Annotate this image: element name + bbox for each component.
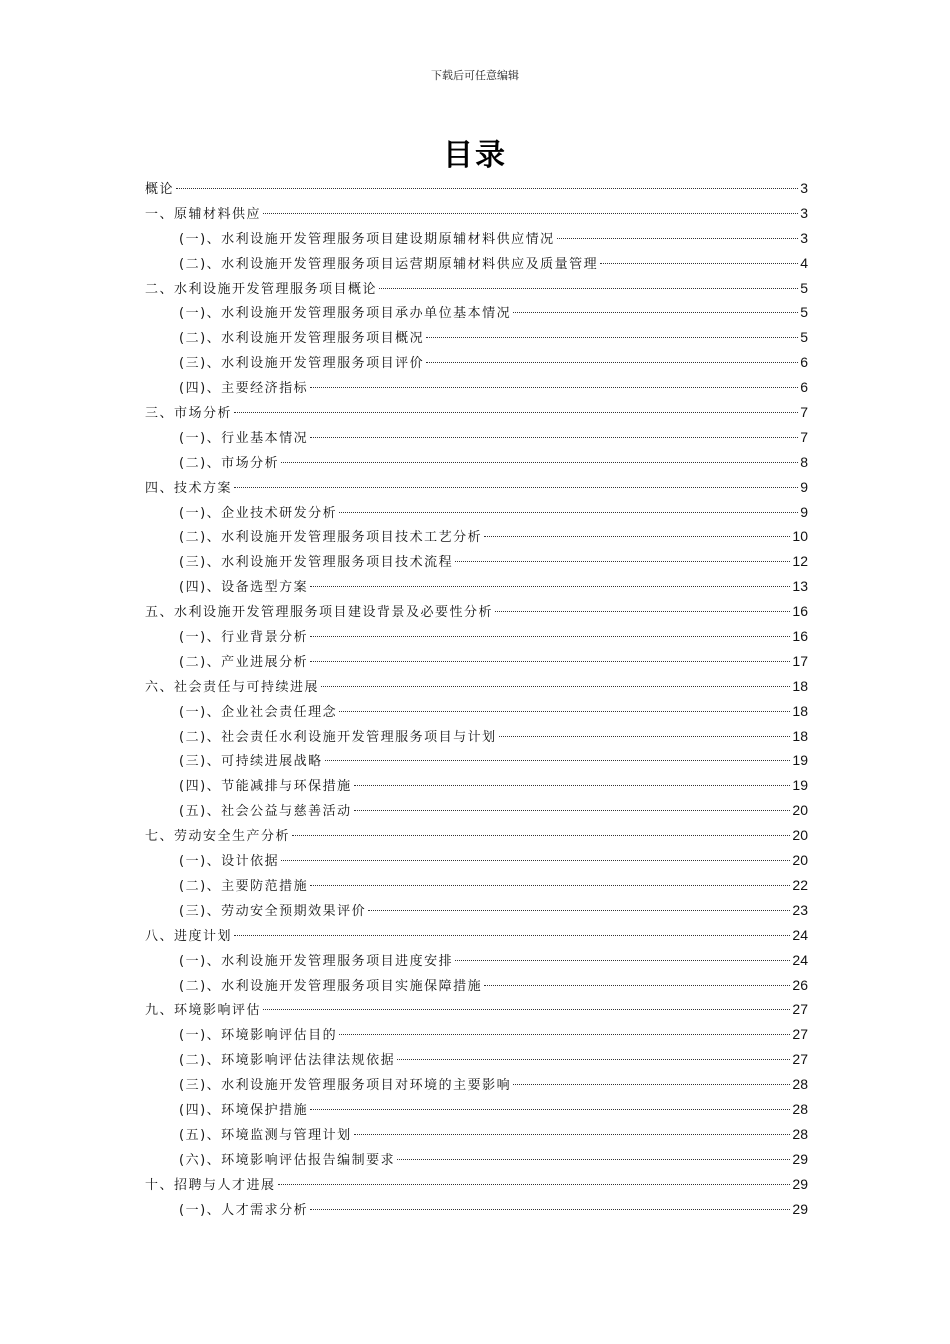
toc-entry-page-number: 26	[792, 976, 808, 993]
dot-leader	[557, 238, 799, 239]
toc-entry-title: (二)、环境影响评估法律法规依据	[179, 1053, 396, 1069]
toc-section-entry[interactable]	[145, 748, 808, 773]
toc-entry-title: (二)、主要防范措施	[179, 878, 309, 894]
dot-leader	[455, 561, 790, 562]
toc-entry-title: (一)、人才需求分析	[179, 1202, 309, 1218]
toc-chapter-entry[interactable]	[145, 823, 808, 848]
toc-section-entry[interactable]	[145, 1022, 808, 1047]
toc-entry-title: 概论	[145, 182, 175, 197]
toc-entry-page-number: 9	[800, 478, 808, 495]
dot-leader	[278, 1184, 791, 1185]
toc-entry-title: 六、社会责任与可持续进展	[145, 679, 320, 695]
dot-leader	[354, 785, 791, 786]
toc-entry-page-number: 27	[792, 1051, 808, 1068]
toc-entry-title: 九、环境影响评估	[145, 1003, 262, 1019]
toc-entry-page-number: 19	[792, 777, 808, 794]
dot-leader	[263, 213, 798, 214]
toc-entry-page-number: 22	[792, 876, 808, 893]
toc-entry-page-number: 24	[792, 926, 808, 943]
toc-entry-page-number: 5	[800, 279, 808, 296]
toc-entry-page-number: 28	[792, 1100, 808, 1117]
toc-entry-title: 一、原辅材料供应	[145, 206, 262, 222]
dot-leader	[281, 462, 798, 463]
toc-entry-page-number: 3	[800, 180, 808, 196]
toc-section-entry[interactable]	[145, 1147, 808, 1172]
dot-leader	[234, 412, 798, 413]
toc-entry-page-number: 19	[792, 752, 808, 769]
toc-section-entry[interactable]	[145, 450, 808, 475]
toc-entry-page-number: 28	[792, 1125, 808, 1142]
dot-leader	[310, 437, 798, 438]
toc-chapter-entry[interactable]	[145, 923, 808, 948]
dot-leader	[234, 487, 798, 488]
toc-entry-page-number: 29	[792, 1200, 808, 1217]
dot-leader	[379, 288, 798, 289]
toc-section-entry[interactable]	[145, 973, 808, 998]
toc-entry-title: (四)、节能减排与环保措施	[179, 779, 352, 795]
toc-entry-page-number: 7	[800, 428, 808, 445]
dot-leader	[310, 636, 790, 637]
dot-leader	[321, 686, 790, 687]
toc-section-entry[interactable]	[145, 574, 808, 599]
dot-leader	[397, 1059, 790, 1060]
dot-leader	[281, 860, 790, 861]
toc-entry-title: 八、进度计划	[145, 928, 233, 944]
toc-section-entry[interactable]	[145, 873, 808, 898]
dot-leader	[292, 835, 790, 836]
dot-leader	[310, 661, 790, 662]
toc-entry-page-number: 10	[792, 528, 808, 545]
toc-entry-page-number: 16	[792, 628, 808, 645]
dot-leader	[426, 362, 798, 363]
toc-entry-title: (三)、水利设施开发管理服务项目技术流程	[179, 555, 454, 571]
toc-entry-title: (二)、水利设施开发管理服务项目技术工艺分析	[179, 530, 483, 546]
toc-chapter-entry[interactable]	[145, 475, 808, 500]
toc-entry-page-number: 4	[800, 254, 808, 271]
toc-entry-page-number: 27	[792, 1001, 808, 1018]
toc-entry-page-number: 3	[800, 229, 808, 246]
toc-entry-title: (一)、行业背景分析	[179, 630, 309, 646]
toc-section-entry[interactable]	[145, 948, 808, 973]
dot-leader	[310, 586, 790, 587]
dot-leader	[484, 536, 790, 537]
toc-entry-page-number: 18	[792, 702, 808, 719]
toc-entry-title: 十、招聘与人才进展	[145, 1177, 276, 1193]
toc-entry-title: (二)、水利设施开发管理服务项目实施保障措施	[179, 978, 483, 994]
toc-title: 目录	[443, 138, 507, 173]
toc-entry-title: (二)、产业进展分析	[179, 654, 309, 670]
toc-entry-title: 二、水利设施开发管理服务项目概论	[145, 281, 378, 297]
dot-leader	[234, 935, 790, 936]
toc-entry-page-number: 29	[792, 1150, 808, 1167]
toc-entry-page-number: 13	[792, 578, 808, 595]
toc-entry-title: (四)、主要经济指标	[179, 381, 309, 397]
toc-section-entry[interactable]	[145, 325, 808, 350]
toc-entry-page-number: 20	[792, 827, 808, 844]
dot-leader	[368, 910, 790, 911]
toc-entry-page-number: 12	[792, 553, 808, 570]
toc-entry-title: 五、水利设施开发管理服务项目建设背景及必要性分析	[145, 605, 494, 621]
toc-entry-page-number: 5	[800, 304, 808, 321]
toc-entry-title: (二)、水利设施开发管理服务项目概况	[179, 331, 425, 347]
toc-entry-page-number: 24	[792, 951, 808, 968]
toc-entry-page-number: 18	[792, 727, 808, 744]
toc-entry-title: (五)、环境监测与管理计划	[179, 1127, 352, 1143]
dot-leader	[339, 711, 790, 712]
dot-leader	[354, 1134, 791, 1135]
toc-section-entry[interactable]	[145, 724, 808, 749]
toc-entry-title: (三)、劳动安全预期效果评价	[179, 903, 367, 919]
toc-chapter-entry[interactable]	[145, 176, 808, 201]
dot-leader	[339, 1034, 790, 1035]
dot-leader	[513, 312, 798, 313]
toc-section-entry[interactable]	[145, 699, 808, 724]
toc-entry-page-number: 5	[800, 329, 808, 346]
toc-section-entry[interactable]	[145, 524, 808, 549]
toc-entry-title: (一)、水利设施开发管理服务项目进度安排	[179, 953, 454, 969]
toc-entry-page-number: 16	[792, 603, 808, 620]
toc-entry-title: (二)、社会责任水利设施开发管理服务项目与计划	[179, 729, 497, 745]
toc-section-entry[interactable]	[145, 500, 808, 525]
toc-chapter-entry[interactable]	[145, 201, 808, 226]
toc-entry-page-number: 17	[792, 652, 808, 669]
toc-entry-title: (三)、水利设施开发管理服务项目评价	[179, 356, 425, 372]
toc-entry-page-number: 6	[800, 379, 808, 396]
toc-section-entry[interactable]	[145, 375, 808, 400]
toc-entry-title: (三)、可持续进展战略	[179, 754, 323, 770]
dot-leader	[176, 188, 798, 189]
toc-section-entry[interactable]	[145, 848, 808, 873]
dot-leader	[455, 960, 790, 961]
dot-leader	[310, 387, 798, 388]
toc-entry-page-number: 23	[792, 901, 808, 918]
toc-entry-title: (一)、水利设施开发管理服务项目承办单位基本情况	[179, 306, 512, 322]
toc-section-entry[interactable]	[145, 226, 808, 251]
toc-section-entry[interactable]	[145, 425, 808, 450]
toc-entry-title: 四、技术方案	[145, 480, 233, 496]
toc-section-entry[interactable]	[145, 251, 808, 276]
toc-section-entry[interactable]	[145, 898, 808, 923]
dot-leader	[310, 1109, 790, 1110]
page-header-note: 下载后可任意编辑	[431, 69, 519, 82]
table-of-contents	[145, 176, 808, 1221]
toc-entry-title: 七、劳动安全生产分析	[145, 829, 291, 845]
toc-section-entry[interactable]	[145, 649, 808, 674]
toc-section-entry[interactable]	[145, 1047, 808, 1072]
toc-entry-title: (二)、水利设施开发管理服务项目运营期原辅材料供应及质量管理	[179, 256, 599, 272]
dot-leader	[484, 985, 790, 986]
toc-entry-page-number: 9	[800, 503, 808, 520]
toc-entry-title: (四)、设备选型方案	[179, 580, 309, 596]
toc-section-entry[interactable]	[145, 350, 808, 375]
dot-leader	[499, 736, 791, 737]
dot-leader	[325, 760, 791, 761]
toc-section-entry[interactable]	[145, 1122, 808, 1147]
toc-entry-page-number: 20	[792, 852, 808, 869]
toc-section-entry[interactable]	[145, 1072, 808, 1097]
toc-entry-title: (三)、水利设施开发管理服务项目对环境的主要影响	[179, 1078, 512, 1094]
toc-entry-title: (二)、市场分析	[179, 455, 280, 471]
toc-entry-title: (一)、设计依据	[179, 854, 280, 870]
toc-section-entry[interactable]	[145, 549, 808, 574]
toc-entry-page-number: 6	[800, 354, 808, 371]
toc-entry-title: (五)、社会公益与慈善活动	[179, 804, 352, 820]
toc-chapter-entry[interactable]	[145, 674, 808, 699]
dot-leader	[397, 1159, 790, 1160]
toc-entry-title: (一)、行业基本情况	[179, 430, 309, 446]
toc-section-entry[interactable]	[145, 1097, 808, 1122]
dot-leader	[354, 810, 791, 811]
toc-section-entry[interactable]	[145, 300, 808, 325]
dot-leader	[600, 263, 798, 264]
toc-chapter-entry[interactable]	[145, 599, 808, 624]
dot-leader	[263, 1009, 790, 1010]
toc-section-entry[interactable]	[145, 624, 808, 649]
toc-chapter-entry[interactable]	[145, 400, 808, 425]
toc-entry-page-number: 8	[800, 453, 808, 470]
toc-entry-title: (一)、水利设施开发管理服务项目建设期原辅材料供应情况	[179, 231, 555, 247]
toc-chapter-entry[interactable]	[145, 1172, 808, 1197]
toc-entry-page-number: 27	[792, 1026, 808, 1043]
dot-leader	[426, 337, 798, 338]
toc-entry-title: (一)、企业社会责任理念	[179, 704, 338, 720]
toc-chapter-entry[interactable]	[145, 997, 808, 1022]
toc-section-entry[interactable]	[145, 798, 808, 823]
toc-entry-page-number: 18	[792, 677, 808, 694]
dot-leader	[310, 1209, 790, 1210]
dot-leader	[495, 611, 790, 612]
toc-entry-title: 三、市场分析	[145, 406, 233, 422]
toc-entry-page-number: 3	[800, 204, 808, 221]
toc-entry-title: (一)、环境影响评估目的	[179, 1028, 338, 1044]
dot-leader	[513, 1084, 790, 1085]
toc-section-entry[interactable]	[145, 773, 808, 798]
toc-section-entry[interactable]	[145, 1197, 808, 1222]
toc-entry-title: (四)、环境保护措施	[179, 1102, 309, 1118]
toc-entry-title: (一)、企业技术研发分析	[179, 505, 338, 521]
toc-chapter-entry[interactable]	[145, 276, 808, 301]
dot-leader	[339, 512, 798, 513]
dot-leader	[310, 885, 790, 886]
toc-entry-page-number: 29	[792, 1175, 808, 1192]
toc-entry-page-number: 20	[792, 802, 808, 819]
toc-entry-page-number: 7	[800, 404, 808, 421]
toc-entry-title: (六)、环境影响评估报告编制要求	[179, 1152, 396, 1168]
toc-entry-page-number: 28	[792, 1076, 808, 1093]
